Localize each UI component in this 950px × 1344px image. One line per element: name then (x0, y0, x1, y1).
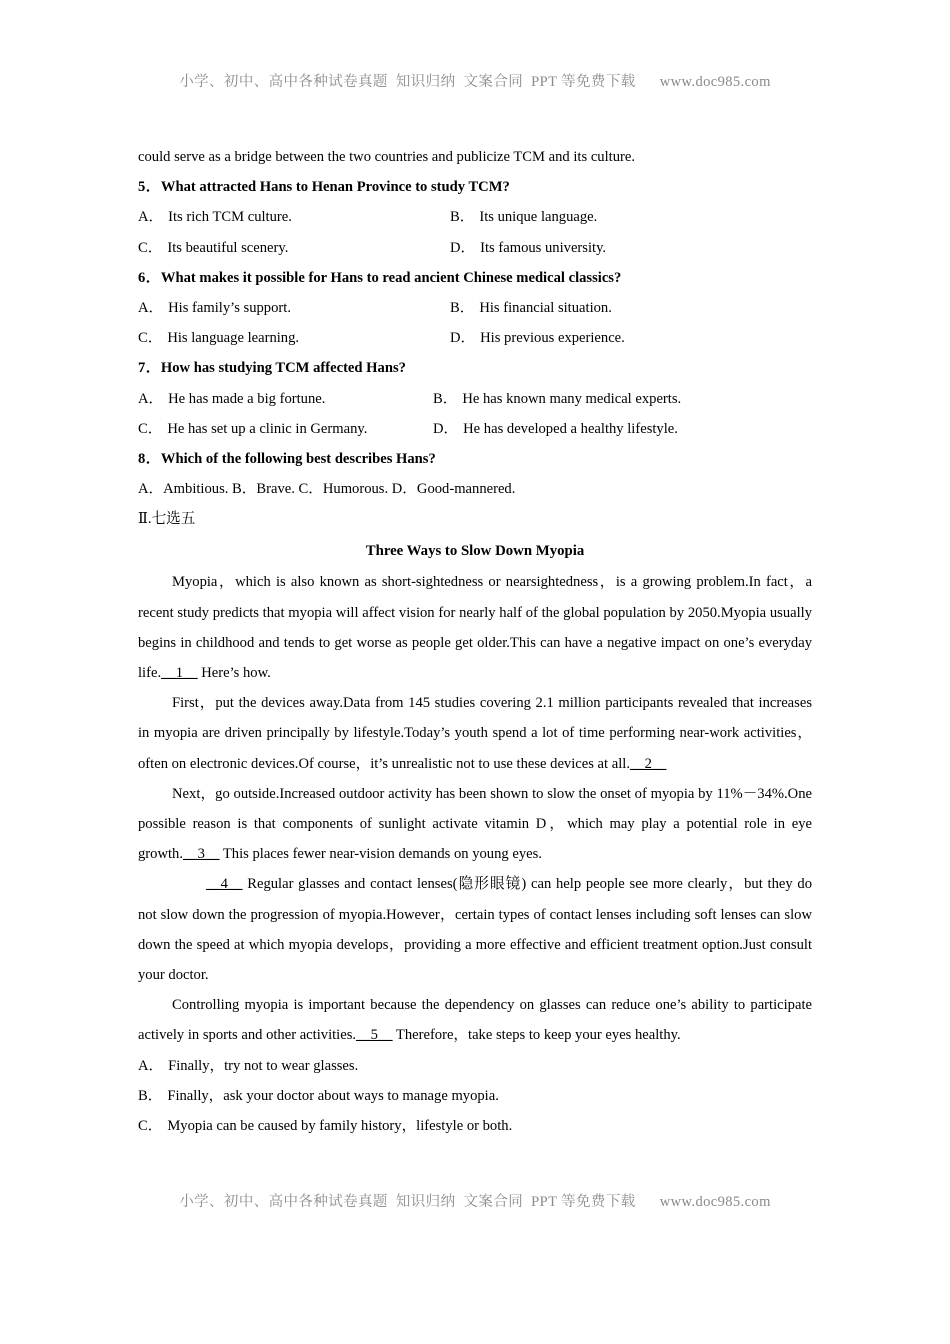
passage-paragraph-2 (138, 688, 812, 779)
question-6-number: 6． (138, 269, 161, 286)
question-7-option-c[interactable] (138, 414, 367, 444)
document-content (138, 142, 812, 1141)
paragraph-text: Regular glasses and contact lenses(隐形眼镜) can help people see more clearly，but they do not slow down the progression of myopia.However，certain types of contact lenses including soft lenses can slow down the speed at which myopia develops，providing a more effective and efficient treatment option.Just consult your doctor. (138, 876, 812, 983)
paragraph-text: Here’s how. (197, 664, 271, 681)
choice-label: A． (138, 1057, 164, 1074)
cloze-choice-b[interactable] (138, 1081, 812, 1111)
question-5-options-row-1 (138, 202, 812, 232)
passage-paragraph-1 (138, 567, 812, 688)
choice-label: B． (138, 1087, 163, 1104)
blank-3[interactable]: __3__ (183, 846, 220, 863)
question-5-number: 5． (138, 179, 161, 196)
option-label: C． (138, 330, 163, 347)
option-label: A． (138, 209, 164, 226)
question-7-options-row-2 (138, 414, 812, 444)
question-5-stem (138, 172, 812, 202)
option-label: A． (138, 299, 164, 316)
question-8-options-inline[interactable]: A．Ambitious. B．Brave. C．Humorous. D．Good-mannered. (138, 481, 516, 498)
section-heading: Ⅱ.七选五 (138, 511, 196, 528)
blank-1[interactable]: __1__ (161, 664, 198, 681)
question-5-option-a[interactable] (138, 202, 292, 232)
paragraph-text: Controlling myopia is important because the dependency on glasses can reduce one’s ability to participate actively in sports and other activities. (138, 997, 812, 1044)
option-label: D． (450, 330, 476, 347)
option-label: B． (450, 209, 475, 226)
paragraph-text: Therefore，take steps to keep your eyes healthy. (392, 1027, 681, 1044)
option-text: Its unique language. (479, 209, 598, 226)
question-7-option-b[interactable] (433, 384, 681, 414)
article-title: Three Ways to Slow Down Myopia (365, 543, 585, 560)
question-6-option-b[interactable] (450, 293, 612, 323)
question-7-options-row-1 (138, 384, 812, 414)
question-6-options-row-1 (138, 293, 812, 323)
question-5-option-d[interactable] (450, 233, 606, 263)
question-8-stem (138, 444, 812, 474)
blank-5[interactable]: __5__ (356, 1027, 393, 1044)
question-5-text: What attracted Hans to Henan Province to study TCM? (160, 179, 510, 196)
question-5-option-c[interactable] (138, 233, 288, 263)
option-label: A． (138, 390, 164, 407)
blank-4[interactable]: __4__ (206, 876, 243, 893)
question-5-option-b[interactable] (450, 202, 597, 232)
question-6-stem (138, 263, 812, 293)
option-text: His previous experience. (480, 330, 625, 347)
option-label: C． (138, 239, 163, 256)
passage-paragraph-4 (138, 869, 812, 990)
option-label: C． (138, 420, 163, 437)
option-text: He has known many medical experts. (462, 390, 682, 407)
option-text: He has set up a clinic in Germany. (167, 420, 368, 437)
question-6-option-d[interactable] (450, 323, 625, 353)
question-6-options-row-2 (138, 323, 812, 353)
passage-paragraph-3 (138, 779, 812, 870)
choice-text: Myopia can be caused by family history，lifestyle or both. (167, 1118, 513, 1134)
question-7-option-d[interactable] (433, 414, 678, 444)
question-6-option-a[interactable] (138, 293, 291, 323)
question-7-stem (138, 353, 812, 383)
option-text: He has made a big fortune. (168, 390, 326, 407)
question-8-number: 8． (138, 450, 161, 467)
blank-2[interactable]: __2__ (629, 755, 667, 772)
choice-text: Finally，try not to wear glasses. (168, 1057, 359, 1074)
passage-paragraph-5 (138, 990, 812, 1050)
paragraph-text: Next，go outside.Increased outdoor activity has been shown to slow the onset of myopia by 11%－34%.One possible reason is that components of sunlight activate vitamin D，which may play a potential role in eye growth. (138, 785, 812, 863)
option-text: His financial situation. (479, 299, 612, 316)
option-text: Its famous university. (480, 239, 607, 256)
watermark-footer: 小学、初中、高中各种试卷真题 知识归纳 文案合同 PPT 等免费下载 www.doc985.com (179, 1194, 771, 1210)
watermark-header: 小学、初中、高中各种试卷真题 知识归纳 文案合同 PPT 等免费下载 www.doc985.com (179, 74, 771, 90)
choice-text: Finally，ask your doctor about ways to manage myopia. (167, 1087, 499, 1104)
option-text: His language learning. (167, 330, 300, 347)
question-6-option-c[interactable] (138, 323, 299, 353)
question-8-text: Which of the following best describes Hans? (160, 450, 436, 467)
question-6-text: What makes it possible for Hans to read ancient Chinese medical classics? (160, 269, 622, 286)
option-text: Its rich TCM culture. (168, 209, 292, 226)
option-label: B． (433, 390, 458, 407)
option-text: Its beautiful scenery. (167, 239, 289, 256)
question-7-number: 7． (138, 360, 161, 377)
paragraph-text: First，put the devices away.Data from 145 studies covering 2.1 million participants revealed that increases in myopia are driven principally by lifestyle.Today’s youth spend a lot of time performing near-work activities，often on electronic devices.Of course，it’s unrealistic not to use these devices at all. (138, 695, 812, 772)
cloze-choice-c[interactable] (138, 1111, 812, 1141)
option-label: D． (450, 239, 476, 256)
continuation-line: could serve as a bridge between the two countries and publicize TCM and its culture. (138, 149, 635, 165)
cloze-choice-a[interactable] (138, 1051, 812, 1081)
question-7-text: How has studying TCM affected Hans? (160, 360, 406, 377)
option-text: His family’s support. (168, 299, 291, 316)
paragraph-text: Myopia，which is also known as short-sightedness or nearsightedness，is a growing problem.In fact，a recent study predicts that myopia will affect vision for nearly half of the global population by 2050.Myopia usually begins in childhood and tends to get worse as people get older.This can have a negative impact on one’s everyday life. (138, 574, 812, 681)
question-5-options-row-2 (138, 233, 812, 263)
option-label: D． (433, 420, 459, 437)
option-label: B． (450, 299, 475, 316)
choice-label: C． (138, 1118, 163, 1134)
question-7-option-a[interactable] (138, 384, 325, 414)
paragraph-text: This places fewer near-vision demands on young eyes. (219, 846, 542, 863)
option-text: He has developed a healthy lifestyle. (463, 420, 678, 437)
